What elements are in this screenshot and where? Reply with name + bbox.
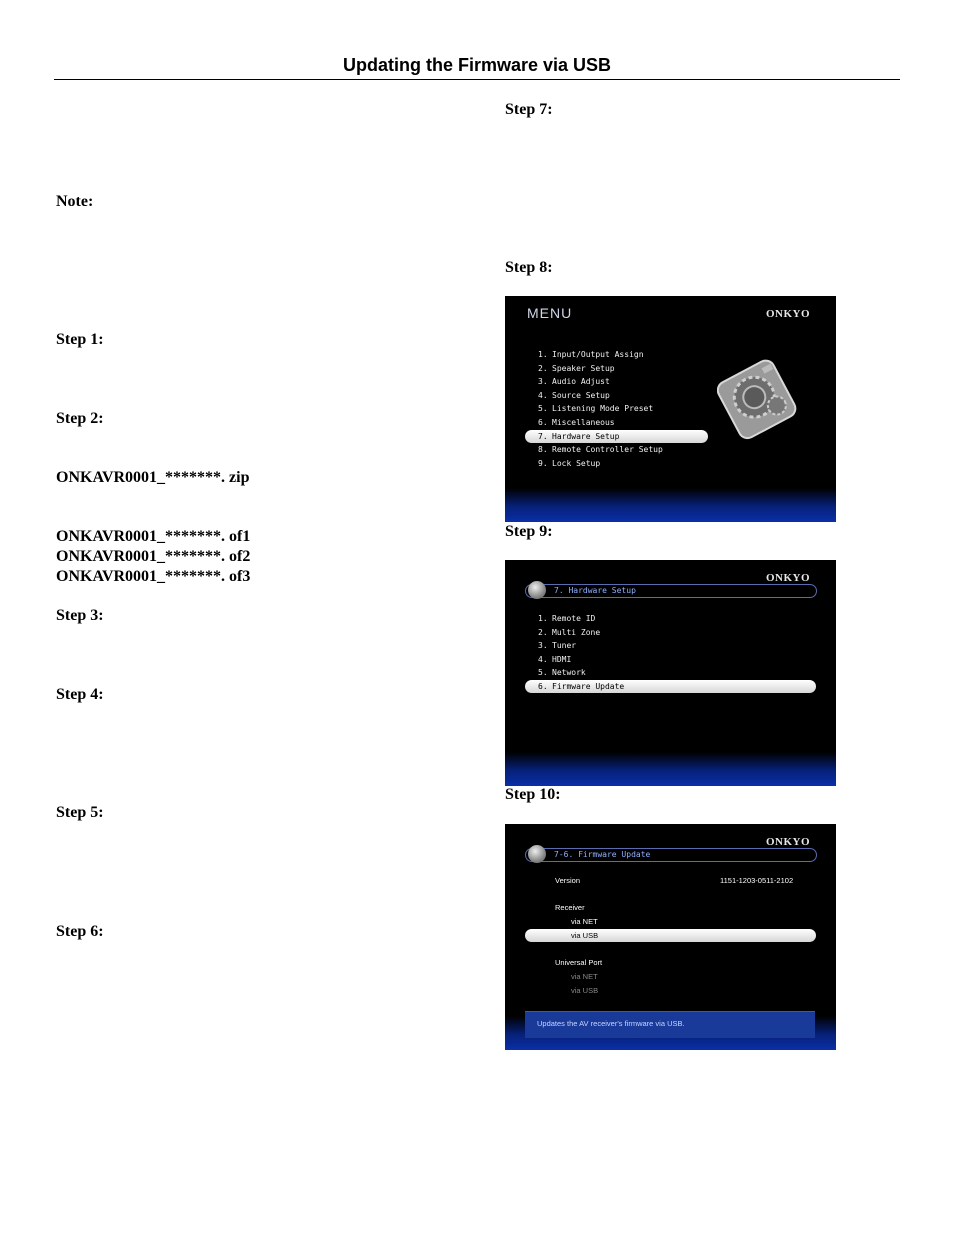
menu-item bbox=[538, 377, 610, 387]
menu-item bbox=[538, 364, 615, 374]
step5-label: Step 5: bbox=[56, 804, 104, 821]
hint-text: Updates the AV receiver's firmware via USB. bbox=[537, 1019, 685, 1028]
menu-item-number: 3. bbox=[538, 377, 548, 387]
hardware-item-label: HDMI bbox=[552, 654, 572, 664]
menu-item-label: Miscellaneous bbox=[552, 418, 615, 427]
universal-via-net: via NET bbox=[571, 972, 598, 981]
hardware-setup-screenshot bbox=[505, 560, 836, 786]
onkyo-logo: ONKYO bbox=[765, 836, 810, 848]
onkyo-logo: ONKYO bbox=[765, 572, 810, 584]
menu-item bbox=[538, 350, 644, 360]
menu-item bbox=[538, 459, 600, 469]
menu-item-label: Input/Output Assign bbox=[552, 350, 644, 359]
step8-label: Step 8: bbox=[505, 259, 553, 276]
menu-item-number: 6. bbox=[538, 418, 548, 427]
hardware-item-label: Tuner bbox=[552, 641, 577, 651]
file-of3: ONKAVR0001_*******. of3 bbox=[56, 568, 251, 585]
step3-label: Step 3: bbox=[56, 607, 104, 624]
receiver-via-usb: via USB bbox=[571, 931, 599, 940]
menu-item-number: 5. bbox=[538, 404, 548, 414]
hardware-item-number: 6. bbox=[538, 682, 548, 691]
breadcrumb bbox=[525, 584, 817, 598]
firmware-highlight-bar bbox=[525, 929, 816, 942]
hardware-item bbox=[538, 614, 595, 624]
page-title: Updating the Firmware via USB bbox=[342, 55, 612, 75]
hardware-item-label: Remote ID bbox=[552, 614, 596, 623]
menu-item bbox=[538, 391, 610, 401]
menu-item-label: Lock Setup bbox=[552, 458, 601, 468]
menu-item bbox=[538, 418, 615, 428]
menu-item-label: Source Setup bbox=[552, 390, 610, 400]
menu-item-number: 9. bbox=[538, 458, 548, 468]
menu-item-number: 8. bbox=[538, 445, 548, 455]
hardware-item-number: 2. bbox=[538, 627, 548, 637]
blue-footer-band bbox=[505, 488, 836, 522]
gear-icon bbox=[528, 581, 546, 599]
blue-footer-band bbox=[505, 752, 836, 786]
menu-screenshot bbox=[505, 296, 836, 522]
hardware-item-label: Firmware Update bbox=[552, 682, 625, 691]
universal-via-usb: via USB bbox=[571, 986, 599, 995]
universal-port-label: Universal Port bbox=[555, 958, 603, 967]
step7-label: Step 7: bbox=[505, 101, 553, 118]
menu-item-number: 1. bbox=[538, 350, 548, 359]
zip-filename: ONKAVR0001_*******. zip bbox=[56, 469, 250, 486]
onkyo-logo: ONKYO bbox=[765, 308, 810, 320]
version-value: 1151-1203-0511-2102 bbox=[720, 876, 794, 885]
receiver-label: Receiver bbox=[555, 903, 585, 912]
hardware-item bbox=[538, 641, 576, 651]
hardware-item bbox=[538, 682, 624, 692]
hardware-item-label: Network bbox=[552, 668, 586, 678]
step9-label: Step 9: bbox=[505, 523, 553, 540]
breadcrumb bbox=[525, 848, 817, 862]
menu-item-number: 2. bbox=[538, 363, 548, 373]
hardware-item-number: 1. bbox=[538, 614, 548, 623]
menu-item-label: Hardware Setup bbox=[552, 431, 620, 441]
hardware-item bbox=[538, 668, 586, 678]
hardware-gear-icon bbox=[717, 354, 797, 442]
hardware-item bbox=[538, 628, 600, 638]
hardware-item bbox=[538, 655, 571, 665]
step4-label: Step 4: bbox=[56, 686, 104, 703]
hardware-item-number: 4. bbox=[538, 654, 548, 664]
menu-item-number: 7. bbox=[538, 431, 548, 441]
hardware-item-number: 5. bbox=[538, 668, 548, 678]
version-label: Version bbox=[555, 876, 581, 885]
hardware-item-label: Multi Zone bbox=[552, 627, 601, 637]
step1-label: Step 1: bbox=[56, 331, 104, 348]
receiver-via-net: via NET bbox=[571, 917, 598, 926]
menu-item-number: 4. bbox=[538, 390, 548, 400]
file-of1: ONKAVR0001_*******. of1 bbox=[56, 528, 251, 545]
menu-item-label: Audio Adjust bbox=[552, 377, 610, 387]
file-of2: ONKAVR0001_*******. of2 bbox=[56, 548, 251, 565]
step2-label: Step 2: bbox=[56, 410, 104, 427]
menu-item-label: Speaker Setup bbox=[552, 363, 615, 373]
hardware-item-number: 3. bbox=[538, 641, 548, 651]
menu-item bbox=[538, 432, 619, 442]
title-divider bbox=[54, 79, 900, 80]
hint-bar bbox=[525, 1011, 815, 1038]
breadcrumb-label: 7. Hardware Setup bbox=[554, 586, 636, 595]
menu-heading: MENU bbox=[527, 305, 573, 321]
menu-item-label: Listening Mode Preset bbox=[552, 404, 654, 414]
menu-item bbox=[538, 445, 663, 455]
step10-label: Step 10: bbox=[505, 786, 561, 803]
note-label: Note: bbox=[56, 193, 94, 210]
firmware-icon bbox=[528, 845, 546, 863]
menu-item bbox=[538, 404, 653, 414]
menu-item-label: Remote Controller Setup bbox=[552, 445, 663, 455]
breadcrumb-label: 7-6. Firmware Update bbox=[554, 850, 651, 859]
step6-label: Step 6: bbox=[56, 923, 104, 940]
firmware-update-screenshot bbox=[505, 824, 836, 1050]
